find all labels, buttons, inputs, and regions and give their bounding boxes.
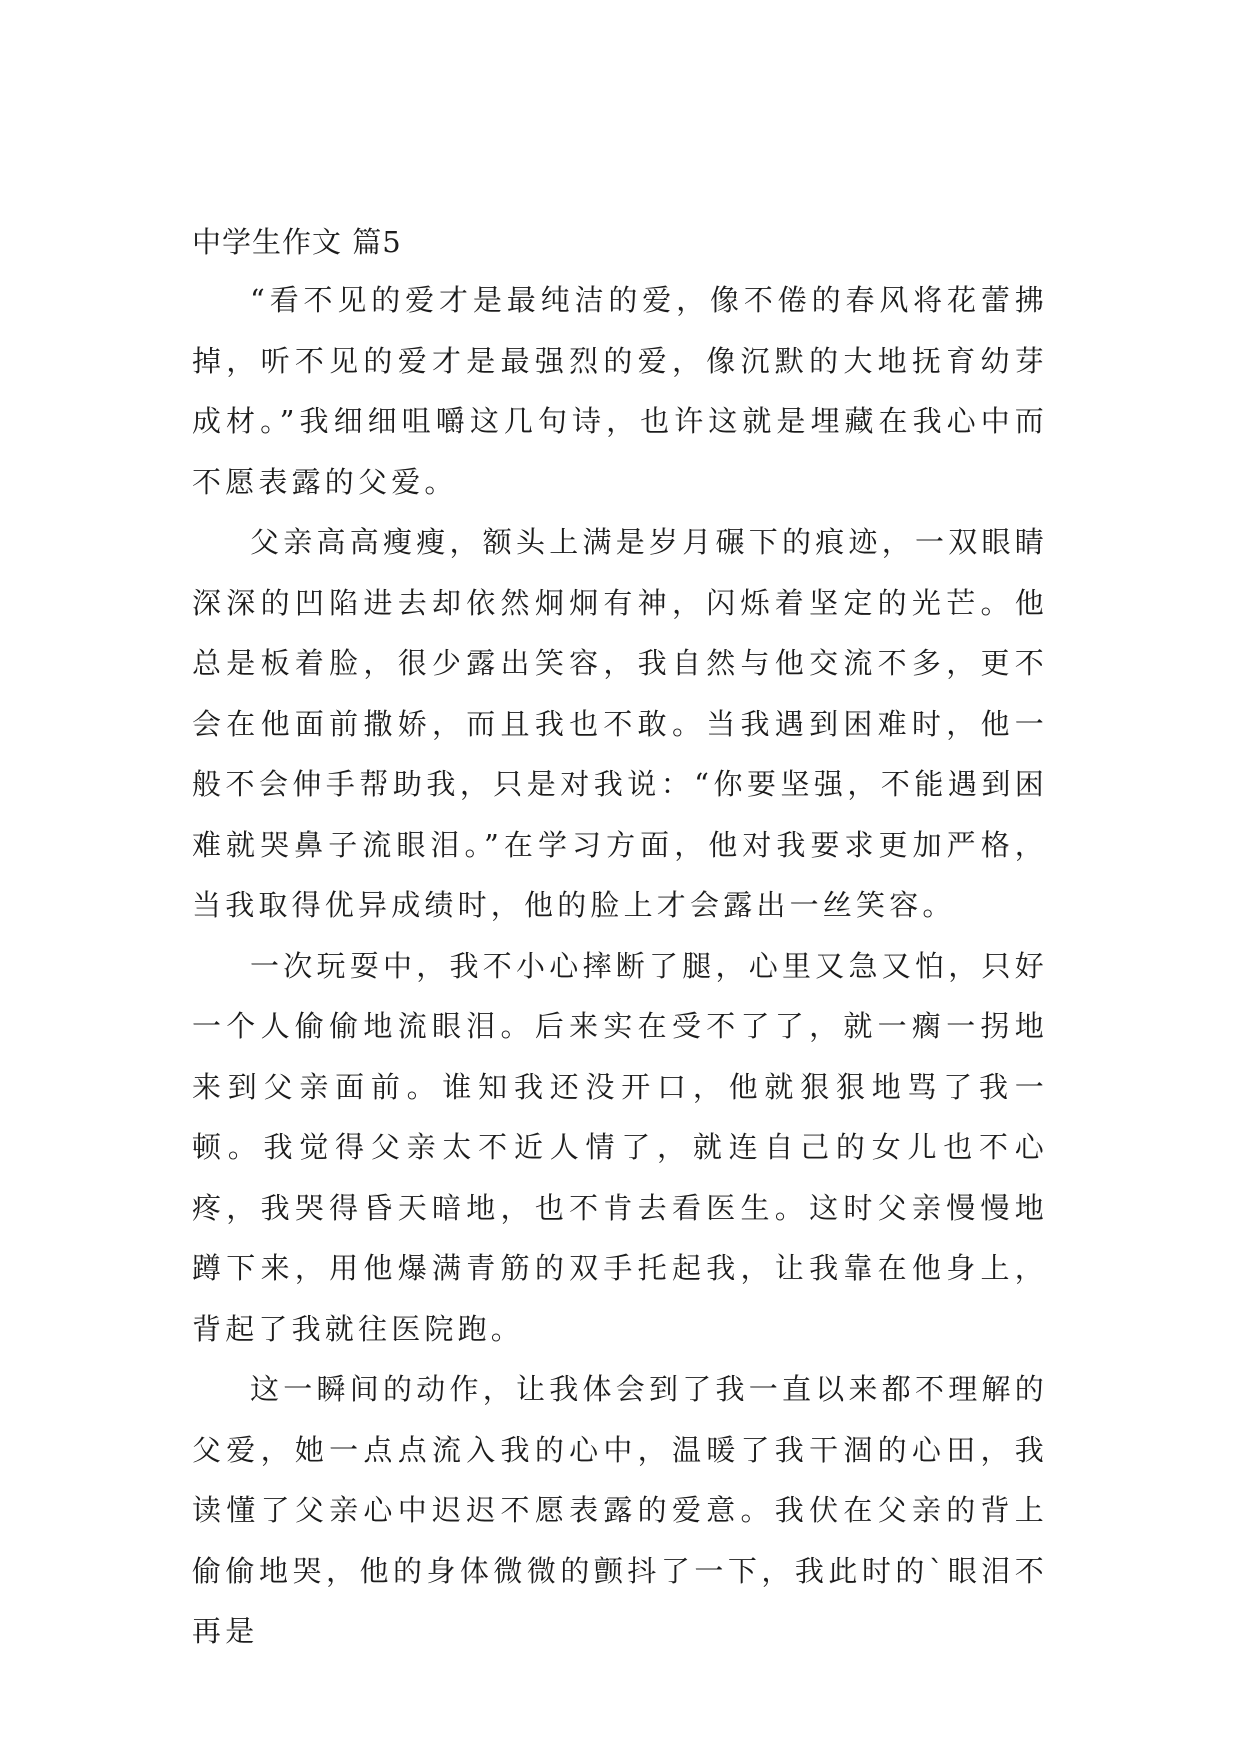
essay-body <box>192 270 1048 1662</box>
paragraph-1: “看不见的爱才是最纯洁的爱，像不倦的春风将花蕾拂掉，听不见的爱才是最强烈的爱，像沉默的大地抚育幼芽成材。”我细细咀嚼这几句诗，也许这就是埋藏在我心中而不愿表露的父爱。 <box>192 283 1048 499</box>
paragraph-4: 这一瞬间的动作，让我体会到了我一直以来都不理解的父爱，她一点点流入我的心中，温暖了我干涸的心田，我读懂了父亲心中迟迟不愿表露的爱意。我伏在父亲的背上偷偷地哭，他的身体微微的颤抖了一下，我此时的`眼泪不再是 <box>192 1372 1048 1648</box>
essay-title: 中学生作文 篇5 <box>192 225 402 259</box>
paragraph-3: 一次玩耍中，我不小心摔断了腿，心里又急又怕，只好一个人偷偷地流眼泪。后来实在受不了了，就一瘸一拐地来到父亲面前。谁知我还没开口，他就狠狠地骂了我一顿。我觉得父亲太不近人情了，就连自己的女儿也不心疼，我哭得昏天暗地，也不肯去看医生。这时父亲慢慢地蹲下来，用他爆满青筋的双手托起我，让我靠在他身上，背起了我就往医院跑。 <box>192 948 1048 1346</box>
paragraph-2: 父亲高高瘦瘦，额头上满是岁月碾下的痕迹，一双眼睛深深的凹陷进去却依然炯炯有神，闪烁着坚定的光芒。他总是板着脸，很少露出笑容，我自然与他交流不多，更不会在他面前撒娇，而且我也不敢。当我遇到困难时，他一般不会伸手帮助我，只是对我说：“你要坚强，不能遇到困难就哭鼻子流眼泪。”在学习方面，他对我要求更加严格，当我取得优异成绩时，他的脸上才会露出一丝笑容。 <box>192 525 1048 922</box>
